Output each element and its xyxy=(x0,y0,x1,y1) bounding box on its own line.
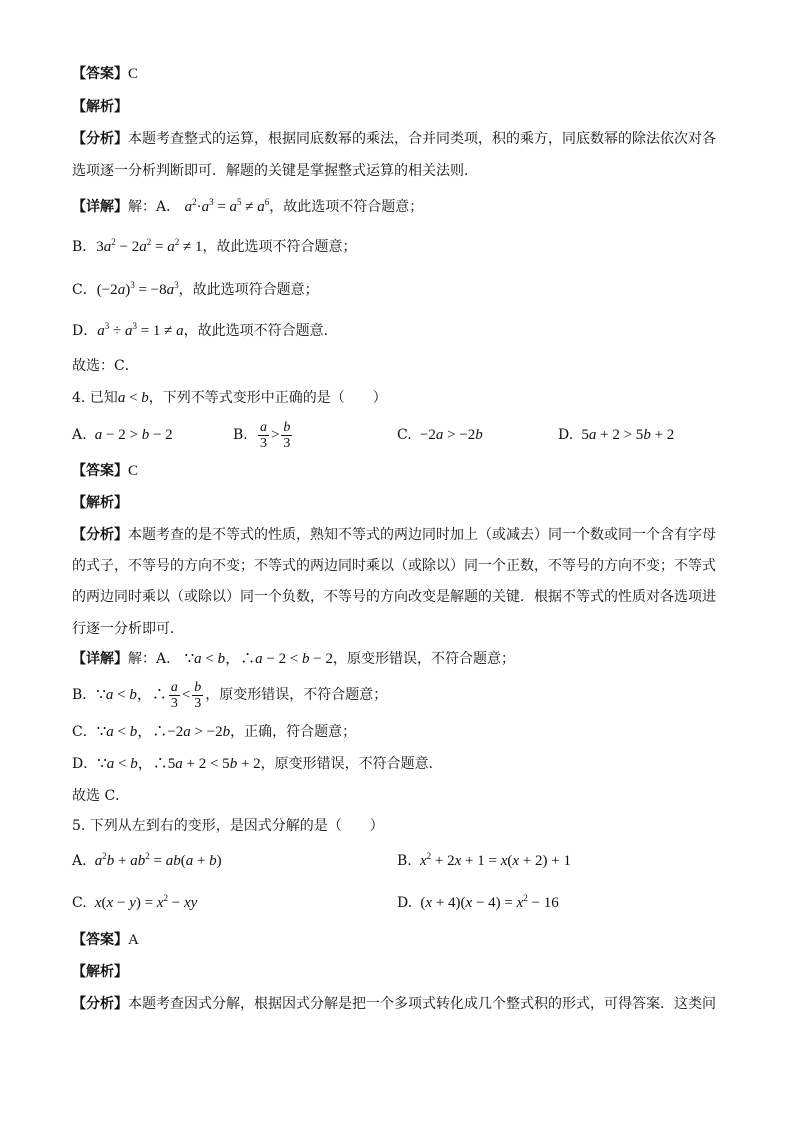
q5-option-b xyxy=(397,851,571,871)
q4-xiangjie-line-d xyxy=(72,754,443,774)
answer-tag: 【答案】 xyxy=(72,66,128,82)
xiangjie-line-a xyxy=(72,197,423,217)
xiangjie-line-b xyxy=(72,237,356,257)
formula-b-comment: ，故此选项不符合题意； xyxy=(202,239,357,255)
q4-formula-c-comment: ，正确，符合题意； xyxy=(230,724,357,740)
answer-value: C xyxy=(128,463,139,479)
option-d-label: D． xyxy=(72,756,98,772)
q5-option-c-label: C. xyxy=(72,895,87,911)
formula-c-comment: ，故此选项符合题意； xyxy=(178,282,319,298)
xiangjie-line-c xyxy=(72,280,319,300)
q5-option-c xyxy=(72,893,197,913)
fenxi-tag: 【分析】 xyxy=(72,131,128,147)
q4-option-c-formula: −2a > −2b xyxy=(416,427,483,443)
xiangjie-tag: 【详解】 xyxy=(72,651,128,667)
jie-label: 解：A． xyxy=(128,651,181,667)
fenxi-line-2: 选项逐一分析判断即可．解题的关键是掌握整式运算的相关法则． xyxy=(72,163,478,179)
answer-line-q5 xyxy=(72,930,139,950)
q4-option-d xyxy=(558,425,674,445)
q5-option-a-label: A. xyxy=(72,853,87,869)
fenxi-line-1 xyxy=(72,129,716,149)
question-5-stem: 5. 下列从左到右的变形，是因式分解的是（ ） xyxy=(72,818,384,834)
q4-fenxi-line-3: 的两边同时乘以（或除以）同一个负数，不等号的方向改变是解题的关键．根据不等式的性质对各选项进 xyxy=(72,589,716,605)
answer-value: A xyxy=(128,932,139,948)
analysis-header: 【解析】 xyxy=(72,99,128,115)
formula-c: $(-2a)^3 = -8a^3$ xyxy=(96,280,179,298)
q4-formula-c: ∵a < b，∴−2a > −2b xyxy=(96,724,231,740)
q4-formula-b: ∵a < b，∴ $\frac{a}{3}$ < $\frac{b}{3}$ xyxy=(96,680,202,712)
choice-line: 故选：C． xyxy=(72,358,139,374)
answer-line-q4 xyxy=(72,461,138,481)
q4-stem-post: ，下列不等式变形中正确的是（ ） xyxy=(148,390,387,406)
q4-option-a-formula: a − 2 > b − 2 xyxy=(94,427,173,443)
formula-a-comment: ，故此选项不符合题意； xyxy=(269,199,424,215)
q5-option-d-formula: $(x + 4)(x - 4) = x^2 - 16$ xyxy=(416,893,559,911)
q4-formula-a: ∵a < b，∴a − 2 < b − 2 xyxy=(184,651,333,667)
answer-tag: 【答案】 xyxy=(72,932,128,948)
option-c-label: C． xyxy=(72,282,97,298)
answer-line-q3 xyxy=(72,64,138,84)
q4-formula-a-comment: ，原变形错误，不符合题意； xyxy=(333,651,515,667)
q4-option-d-formula: 5a + 2 > 5b + 2 xyxy=(577,427,675,443)
q4-choice-line: 故选 C． xyxy=(72,788,130,804)
q4-xiangjie-line-b xyxy=(72,678,387,712)
q4-condition: a < b xyxy=(117,390,149,406)
q4-stem-pre: 4. 已知 xyxy=(72,390,118,406)
answer-tag: 【答案】 xyxy=(72,463,128,479)
q4-fenxi-line-4: 行逐一分析即可． xyxy=(72,621,184,637)
q4-option-c-label: C. xyxy=(397,427,412,443)
q5-option-d xyxy=(397,893,559,913)
fenxi-tag: 【分析】 xyxy=(72,996,128,1012)
q4-option-c xyxy=(397,425,483,445)
option-c-label: C． xyxy=(72,724,97,740)
answer-value: C xyxy=(128,66,139,82)
formula-d-comment: ，故此选项不符合题意． xyxy=(183,323,338,339)
option-b-label: B． xyxy=(72,687,97,703)
q4-option-a xyxy=(72,425,173,445)
analysis-header: 【解析】 xyxy=(72,964,128,980)
q5-fenxi-line-1 xyxy=(72,994,716,1014)
q4-xiangjie-line-a xyxy=(72,649,515,669)
jie-label: 解：A． xyxy=(128,199,181,215)
q4-formula-d: ∵a < b，∴5a + 2 < 5b + 2 xyxy=(97,756,261,772)
q5-option-a xyxy=(72,851,222,871)
q5-option-c-formula: $x(x - y) = x^2$ − xy xyxy=(94,893,198,911)
option-d-label: D． xyxy=(72,323,98,339)
q4-option-a-label: A. xyxy=(72,427,87,443)
fenxi-text: 本题考查因式分解，根据因式分解是把一个多项式转化成几个整式积的形式，可得答案．这类问 xyxy=(128,996,716,1012)
q4-xiangjie-line-c xyxy=(72,722,356,742)
q4-option-b-label: B. xyxy=(233,427,248,443)
formula-d: $a^3 \div a^3 = 1 \ne a$ xyxy=(97,321,184,339)
option-b-label: B． xyxy=(72,239,97,255)
fenxi-tag: 【分析】 xyxy=(72,527,128,543)
q5-option-d-label: D. xyxy=(397,895,413,911)
question-4-stem xyxy=(72,388,387,408)
analysis-header: 【解析】 xyxy=(72,495,128,511)
q4-formula-d-comment: ，原变形错误，不符合题意． xyxy=(260,756,443,772)
xiangjie-line-d xyxy=(72,321,338,341)
fenxi-text: 本题考查的是不等式的性质，熟知不等式的两边同时加上（或减去）同一个数或同一个含有字母 xyxy=(128,527,716,543)
q4-option-b xyxy=(233,418,294,452)
q4-fenxi-line-2: 的式子，不等号的方向不变；不等式的两边同时乘以（或除以）同一个正数，不等号的方向不变；不等式 xyxy=(72,558,716,574)
q4-fenxi-line-1 xyxy=(72,525,716,545)
formula-a: $a^2\cdot a^3 = a^5 \ne a^6$ xyxy=(184,197,270,215)
q5-option-b-formula: $x^2 + 2x + 1 = x(x + 2) + 1$ xyxy=(419,851,571,869)
q5-option-b-label: B. xyxy=(397,853,412,869)
q4-option-d-label: D. xyxy=(558,427,574,443)
q4-formula-b-comment: ，原变形错误，不符合题意； xyxy=(205,687,388,703)
fenxi-text: 本题考查整式的运算，根据同底数幂的乘法，合并同类项，积的乘方，同底数幂的除法依次对各 xyxy=(128,131,716,147)
q4-option-b-formula: $\frac{a}{3}$ > $\frac{b}{3}$ xyxy=(259,420,291,452)
q5-option-a-formula: $a^2b + ab^2 = ab(a + b)$ xyxy=(94,851,222,869)
formula-b: $3a^2 - 2a^2 = a^2 \ne 1$ xyxy=(96,237,203,255)
xiangjie-tag: 【详解】 xyxy=(72,199,128,215)
